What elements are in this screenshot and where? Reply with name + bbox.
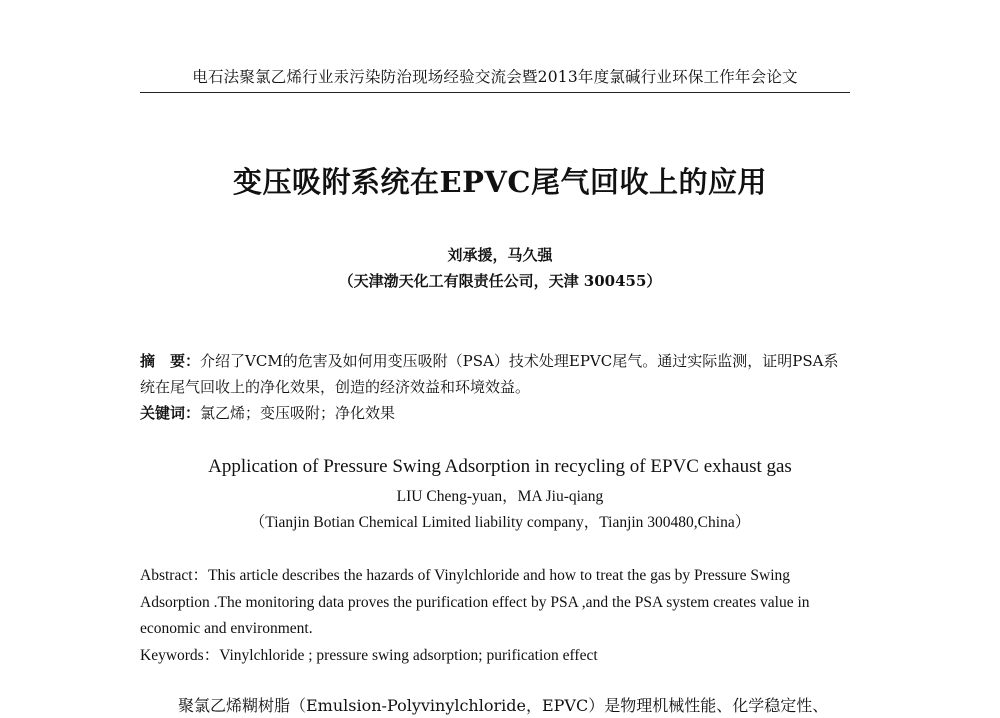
running-header: 电石法聚氯乙烯行业汞污染防治现场经验交流会暨2013年度氯碱行业环保工作年会论文	[192, 68, 798, 86]
abstract-chinese-text: 介绍了VCM的危害及如何用变压吸附（PSA）技术处理EPVC尾气。通过实际监测，证明PSA系统在尾气回收上的净化效果，创造的经济效益和环境效益。	[140, 352, 839, 396]
paper-title-english: Application of Pressure Swing Adsorption in recycling of EPVC exhaust gas	[208, 456, 792, 477]
abstract-chinese	[140, 348, 852, 400]
keywords-english-text: Vinylchloride ; pressure swing adsorption; purification effect	[219, 647, 598, 664]
body-paragraph: 聚氯乙烯糊树脂（Emulsion-Polyvinylchloride，EPVC）是物理机械性能、化学稳定性、	[178, 696, 829, 715]
keywords-chinese-text: 氯乙烯；变压吸附；净化效果	[200, 404, 396, 422]
keywords-chinese	[140, 400, 852, 426]
abstract-chinese-label: 摘 要：	[140, 352, 201, 370]
keywords-chinese-label: 关键词：	[140, 404, 201, 422]
authors-chinese: 刘承援，马久强	[447, 246, 553, 264]
affiliation-chinese: （天津渤天化工有限责任公司，天津 300455）	[338, 272, 662, 290]
paper-title-chinese: 变压吸附系统在EPVC尾气回收上的应用	[233, 165, 767, 199]
header-divider	[140, 92, 850, 93]
abstract-english-text: This article describes the hazards of Vinylchloride and how to treat the gas by Pressure Swing Adsorption .The monitoring data proves the purification effect by PSA ,and the PSA system creates value in economic and environment.	[140, 567, 810, 637]
keywords-english	[140, 643, 852, 669]
affiliation-english: （Tianjin Botian Chemical Limited liability company，Tianjin 300480,China）	[249, 514, 751, 531]
abstract-english-label: Abstract：	[140, 567, 209, 584]
abstract-english	[140, 563, 852, 643]
keywords-english-label: Keywords：	[140, 647, 220, 664]
authors-english: LIU Cheng-yuan，MA Jiu-qiang	[396, 488, 604, 505]
